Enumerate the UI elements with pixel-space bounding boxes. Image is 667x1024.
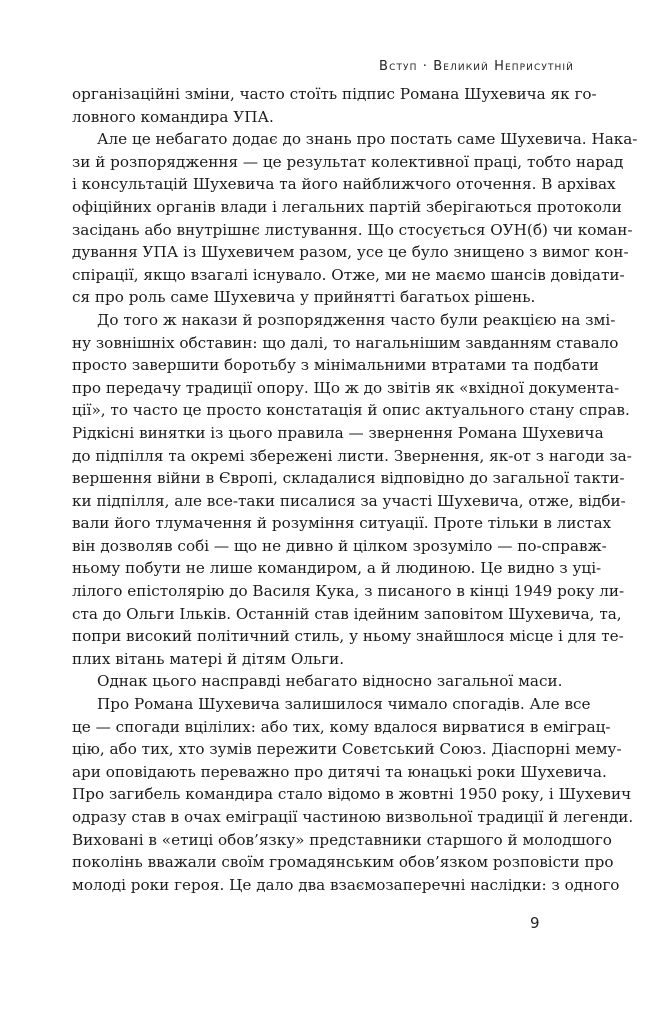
- text-line: організаційні зміни, часто стоїть підпис Романа Шухевича як го-: [72, 85, 597, 103]
- text-line: про передачу традиції опору. Що ж до звітів як «вхідної документа-: [72, 378, 620, 397]
- text-line: вали його тлумачення й розуміння ситуації. Проте тільки в листах: [72, 514, 612, 533]
- text-line: це — спогади вцілілих: або тих, кому вдалося вирватися в еміграц-: [72, 717, 611, 736]
- text-line: Виховані в «етиці обов’язку» представники старшого й молодшого: [72, 830, 612, 849]
- text-line: Рідкісні винятки із цього правила — звернення Романа Шухевича: [72, 423, 604, 442]
- text-line: ари оповідають переважно про дитячі та юнацькі роки Шухевича.: [72, 762, 607, 781]
- text-line: спірації, якщо взагалі існувало. Отже, ми не маємо шансів довідати-: [72, 265, 625, 284]
- text-line: Але це небагато додає до знань про постать саме Шухевича. Нака-: [97, 130, 638, 149]
- text-line: Про Романа Шухевича залишилося чимало спогадів. Але все: [97, 695, 591, 714]
- text-line: одразу став в очах еміграції частиною визвольної традиції й легенди.: [72, 808, 634, 826]
- text-line: попри високий політичний стиль, у ньому знайшлося місце і для те-: [72, 627, 624, 646]
- page-number: 9: [530, 914, 540, 932]
- body-text: [72, 83, 638, 896]
- text-line: ловного командира УПА.: [72, 107, 274, 126]
- text-line: ну зовнішніх обставин: що далі, то нагальнішим завданням ставало: [72, 333, 619, 352]
- text-line: лілого епістолярію до Василя Кука, з писаного в кінці 1949 року ли-: [72, 582, 625, 601]
- text-line: цію, або тих, хто зумів пережити Совєтський Союз. Діаспорні мему-: [72, 740, 622, 759]
- text-line: засідань або внутрішнє листування. Що стосується ОУН(б) чи коман-: [72, 220, 633, 239]
- text-line: просто завершити боротьбу з мінімальними втратами та подбати: [72, 356, 599, 375]
- running-head: Вступ · Великий Неприсутній: [379, 59, 574, 74]
- text-line: ньому побути не лише командиром, а й людиною. Це видно з уці-: [72, 559, 602, 578]
- text-line: він дозволяв собі — що не дивно й цілком зрозуміло — по-справж-: [72, 536, 607, 555]
- text-line: До того ж накази й розпорядження часто були реакцією на змі-: [97, 310, 616, 329]
- text-line: плих вітань матері й дітям Ольги.: [72, 649, 345, 668]
- text-line: ста до Ольги Ільків. Останній став ідейним заповітом Шухевича, та,: [72, 604, 622, 623]
- text-line: ки підпілля, але все-таки писалися за участі Шухевича, отже, відби-: [72, 491, 626, 510]
- text-line: ся про роль саме Шухевича у прийнятті багатьох рішень.: [72, 288, 536, 307]
- text-line: молоді роки героя. Це дало два взаємозаперечні наслідки: з одного: [72, 875, 620, 894]
- text-line: Про загибель командира стало відомо в жовтні 1950 року, і Шухевич: [72, 785, 632, 804]
- text-line: зи й розпорядження — це результат колективної праці, тобто нарад: [72, 152, 624, 171]
- text-line: поколінь вважали своїм громадянським обов’язком розповісти про: [72, 853, 614, 872]
- text-line: дування УПА із Шухевичем разом, усе це було знищено з вимог кон-: [72, 243, 629, 262]
- text-line: офіційних органів влади і легальних партій зберігаються протоколи: [72, 197, 622, 216]
- text-line: і консультацій Шухевича та його найближчого оточення. В архівах: [72, 175, 616, 194]
- text-line: ції», то часто це просто констатація й опис актуального стану справ.: [72, 401, 630, 420]
- text-line: Однак цього насправді небагато відносно загальної маси.: [97, 672, 563, 691]
- text-line: вершення війни в Європі, складалися відповідно до загальної такти-: [72, 469, 625, 488]
- text-line: до підпілля та окремі збережені листи. Звернення, як-от з нагоди за-: [72, 446, 632, 465]
